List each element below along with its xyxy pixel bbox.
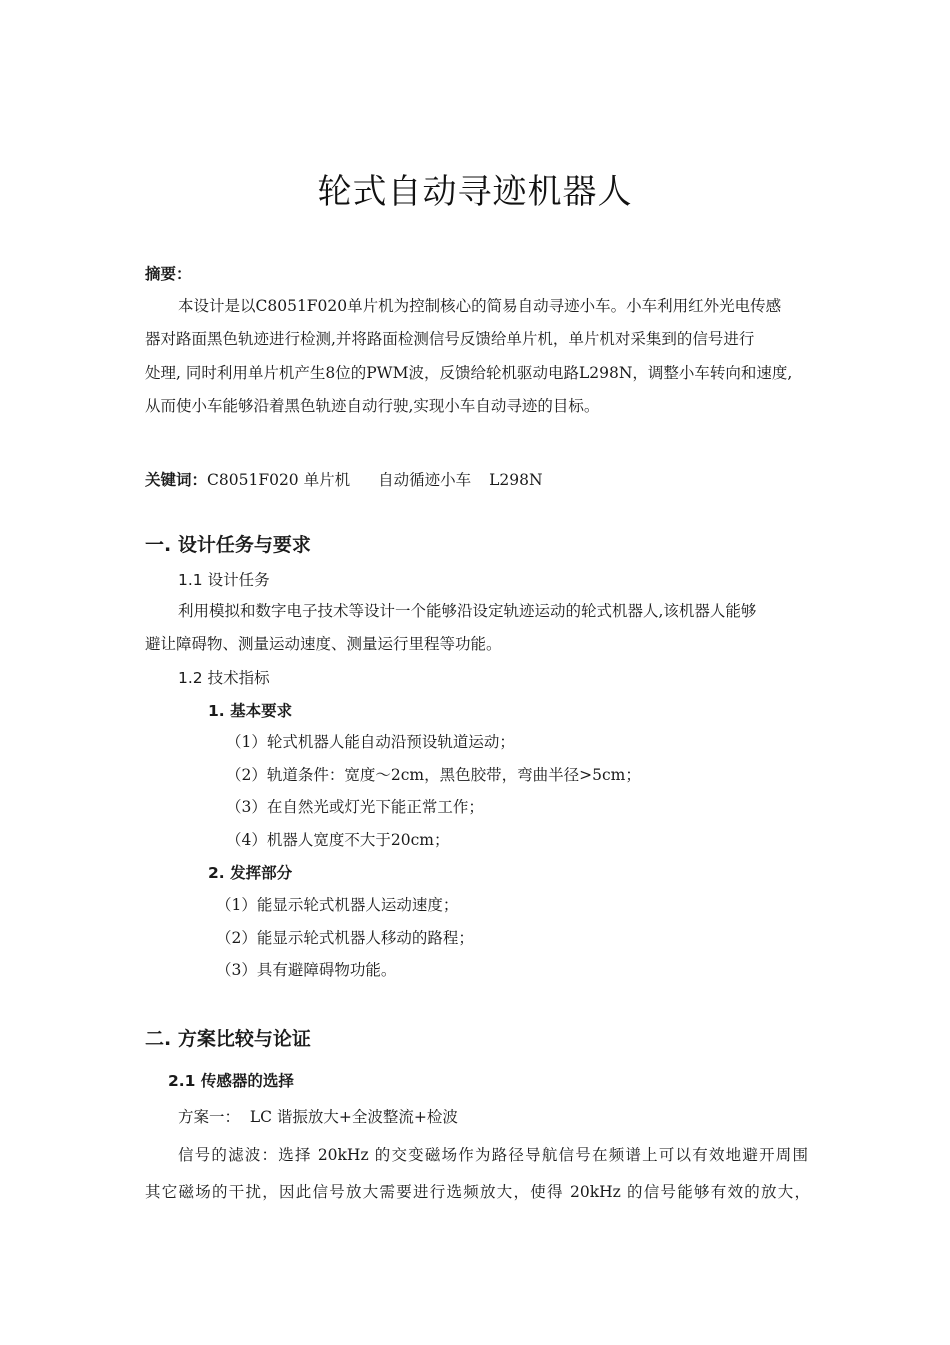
extra-part-heading: 2. 发挥部分	[208, 864, 293, 882]
section2-heading: 二. 方案比较与论证	[145, 1028, 311, 1050]
basic-requirement-2: （2）轨道条件：宽度～2cm，黑色胶带，弯曲半径>5cm；	[226, 766, 641, 784]
basic-requirement-4: （4）机器人宽度不大于20cm；	[226, 831, 450, 849]
abstract-line-1: 本设计是以C8051F020单片机为控制核心的简易自动寻迹小车。小车利用红外光电传感	[178, 297, 782, 315]
document-title: 轮式自动寻迹机器人	[317, 172, 633, 212]
abstract-label: 摘要：	[145, 265, 192, 283]
section2-line-2: 其它磁场的干扰，因此信号放大需要进行选频放大，使得 20kHz 的信号能够有效的放大，	[145, 1183, 810, 1201]
section1-sub1-line-2: 避让障碍物、测量运动速度、测量运行里程等功能。	[145, 635, 502, 653]
basic-requirement-1: （1）轮式机器人能自动沿预设轨道运动；	[226, 733, 515, 751]
abstract-line-4: 从而使小车能够沿着黑色轨迹自动行驶,实现小车自动寻迹的目标。	[145, 397, 600, 415]
basic-requirements-heading: 1. 基本要求	[208, 702, 293, 720]
extra-item-3: （3）具有避障碍物功能。	[216, 961, 397, 979]
section1-heading: 一. 设计任务与要求	[145, 534, 311, 556]
section1-sub1-line-1: 利用模拟和数字电子技术等设计一个能够沿设定轨迹运动的轮式机器人,该机器人能够	[178, 602, 757, 620]
keyword-3: L298N	[489, 471, 543, 489]
extra-item-2: （2）能显示轮式机器人移动的路程；	[216, 929, 474, 947]
section1-sub1-heading: 1.1 设计任务	[178, 571, 270, 589]
keyword-1: C8051F020 单片机	[207, 471, 351, 489]
abstract-line-2: 器对路面黑色轨迹进行检测,并将路面检测信号反馈给单片机，单片机对采集到的信号进行	[145, 330, 755, 348]
scheme-one: 方案一： LC 谐振放大+全波整流+检波	[178, 1108, 458, 1126]
keywords-label: 关键词：	[145, 471, 208, 489]
section2-sub1-heading: 2.1 传感器的选择	[168, 1072, 294, 1090]
abstract-line-3: 处理, 同时利用单片机产生8位的PWM波，反馈给轮机驱动电路L298N，调整小车转向和速度,	[145, 364, 793, 382]
extra-item-1: （1）能显示轮式机器人运动速度；	[216, 896, 459, 914]
section2-line-1: 信号的滤波：选择 20kHz 的交变磁场作为路径导航信号在频谱上可以有效地避开周围	[178, 1146, 808, 1164]
section1-sub2-heading: 1.2 技术指标	[178, 669, 270, 687]
basic-requirement-3: （3）在自然光或灯光下能正常工作；	[226, 798, 484, 816]
keywords	[145, 469, 543, 491]
keyword-2: 自动循迹小车	[378, 471, 472, 489]
